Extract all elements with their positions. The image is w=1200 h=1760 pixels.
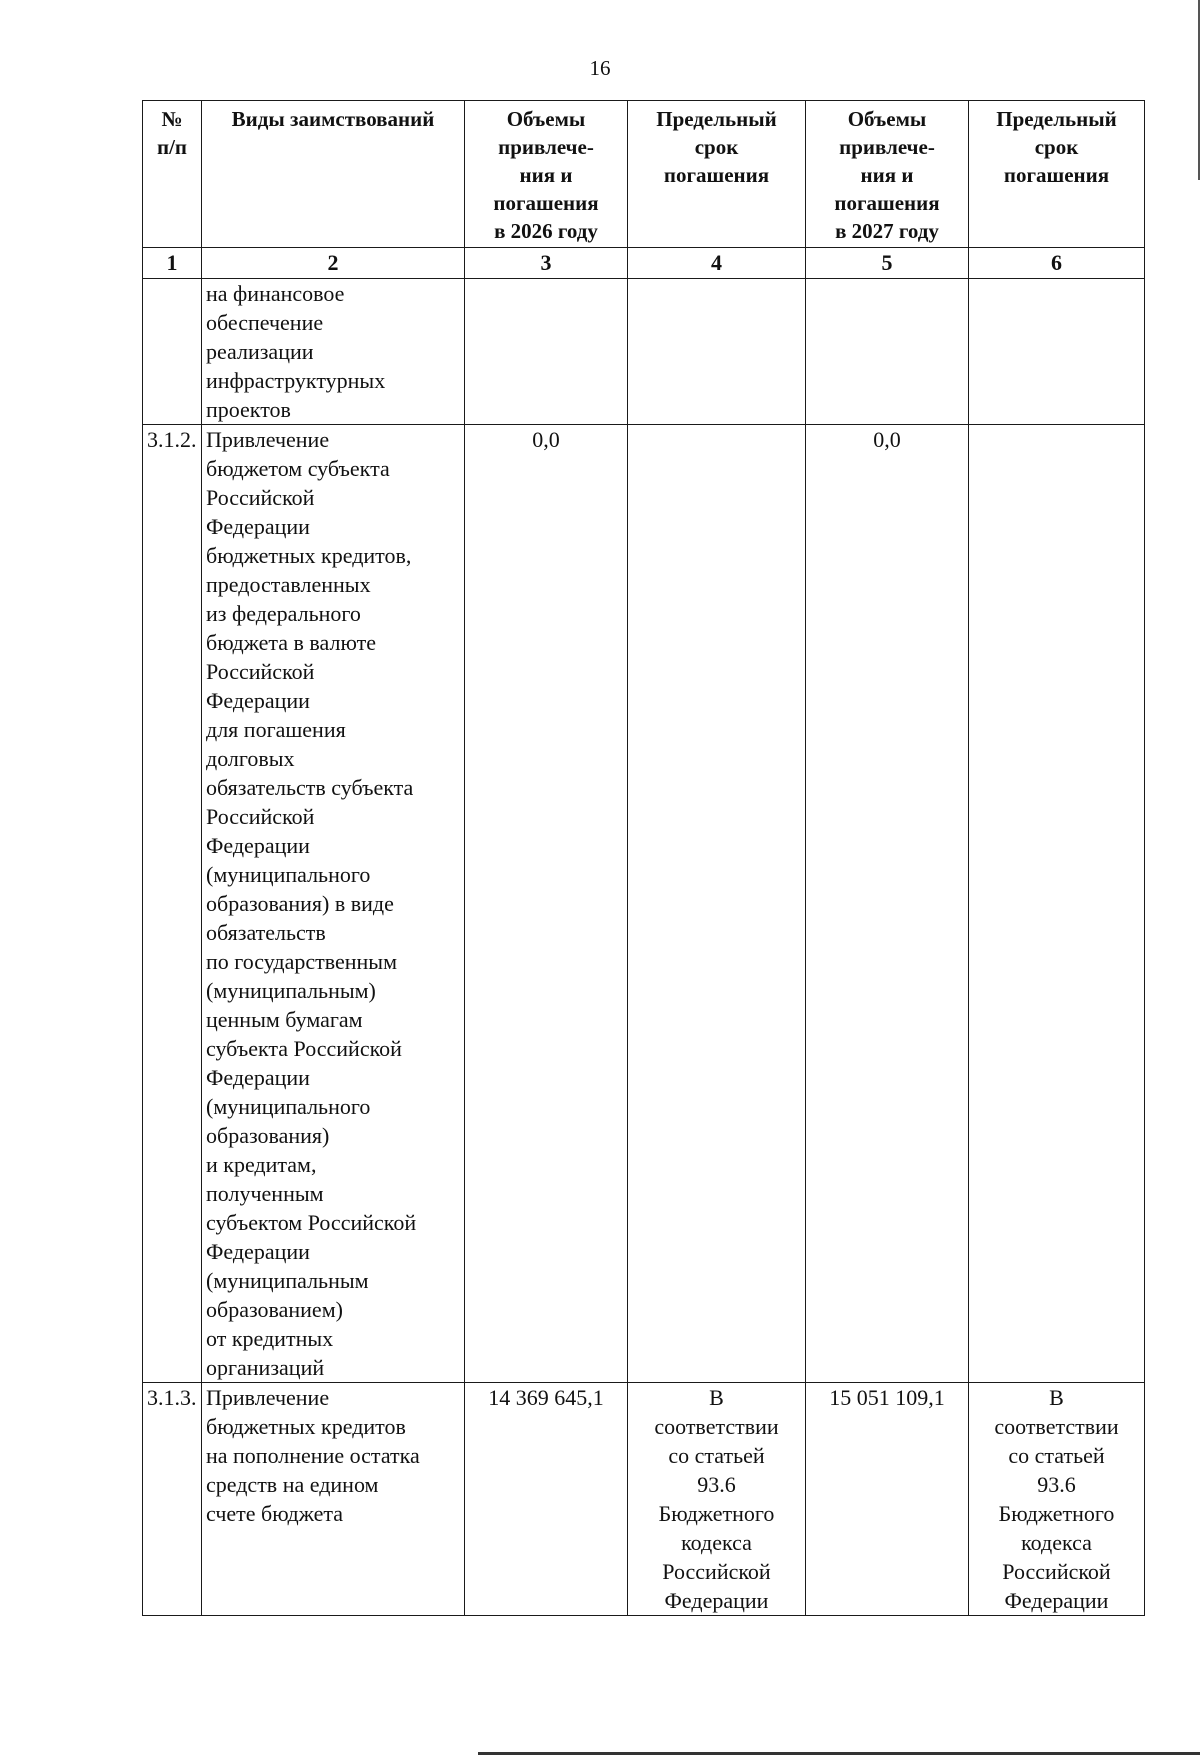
row-description: Привлечение бюджетом субъекта Российской Федерации бюджетных кредитов, предоставленных из федерального бюджета в валюте Российской Федерации для погашения долговых обязательств субъекта Российской Федерации (муниципального образования) в виде обязательств по государственным (муниципальным) ценным бумагам субъекта Российской Федерации (муниципального образования) и кредитам, полученным субъектом Российской Федерации (муниципальным образованием) от кредитных организаций [202,425,465,1383]
row-volume-2026: 14 369 645,1 [465,1383,628,1616]
row-volume-2027: 0,0 [806,425,969,1383]
row-term-2026 [628,279,806,425]
header-term-2026: Предельный срок погашения [628,101,806,248]
page-number: 16 [589,56,611,80]
bottom-rule [478,1752,1200,1755]
header-borrowing-type: Виды заимствований [202,101,465,248]
header-term-2027: Предельный срок погашения [969,101,1145,248]
table-header-row [143,101,1145,248]
row-term-2027: В соответствии со статьей 93.6 Бюджетного кодекса Российской Федерации [969,1383,1145,1616]
row-volume-2026 [465,279,628,425]
row-term-2026: В соответствии со статьей 93.6 Бюджетного кодекса Российской Федерации [628,1383,806,1616]
row-term-2027 [969,279,1145,425]
column-number: 2 [202,248,465,279]
table-row [143,425,1145,1383]
header-number: № п/п [143,101,202,248]
row-term-2026 [628,425,806,1383]
column-number: 5 [806,248,969,279]
row-number: 3.1.2. [143,425,202,1383]
row-number [143,279,202,425]
column-number: 4 [628,248,806,279]
row-volume-2027: 15 051 109,1 [806,1383,969,1616]
borrowings-table [142,100,1145,1616]
row-volume-2027 [806,279,969,425]
table-row [143,1383,1145,1616]
row-description: на финансовое обеспечение реализации инфраструктурных проектов [202,279,465,425]
column-number: 1 [143,248,202,279]
header-volume-2026: Объемы привлече- ния и погашения в 2026 году [465,101,628,248]
header-volume-2027: Объемы привлече- ния и погашения в 2027 году [806,101,969,248]
column-number: 6 [969,248,1145,279]
row-description: Привлечение бюджетных кредитов на пополнение остатка средств на едином счете бюджета [202,1383,465,1616]
column-number: 3 [465,248,628,279]
row-term-2027 [969,425,1145,1383]
table-row [143,279,1145,425]
row-volume-2026: 0,0 [465,425,628,1383]
column-number-row [143,248,1145,279]
row-number: 3.1.3. [143,1383,202,1616]
